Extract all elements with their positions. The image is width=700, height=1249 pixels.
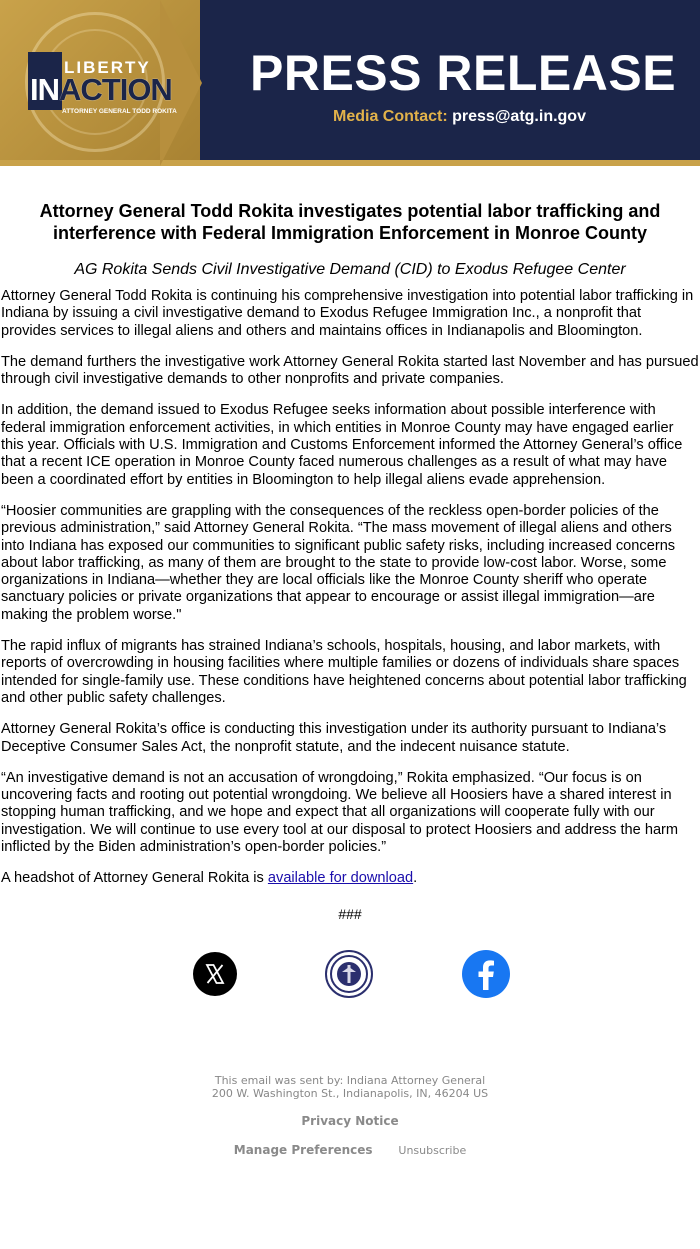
headshot-paragraph: A headshot of Attorney General Rokita is available for download. (1, 870, 418, 887)
paragraph: Attorney General Rokita’s office is conducting this investigation under its authority pursuant to Indiana’s Deceptive Consumer Sales Act, the nonprofit statute, and the indecent nuisance statute. (1, 721, 667, 755)
sent-by-text: This email was sent by: Indiana Attorney General 200 W. Washington St., Indianapolis, IN, 46204 US (211, 1073, 489, 1100)
privacy-notice-link[interactable]: Privacy Notice (301, 1113, 399, 1128)
logo-liberty-text: LIBERTY (64, 58, 151, 77)
press-release-banner (0, 0, 700, 166)
paragraph: The demand furthers the investigative work Attorney General Rokita started last November and has pursued through civil investigative demands to other nonprofits and private companies. (1, 353, 699, 388)
paragraph: The rapid influx of migrants has strained Indiana’s schools, hospitals, housing, and labor markets, with reports of overcrowding in housing facilities where multiple families or dozens of individuals share spaces intended for single-family use. These conditions have heightened concerns about potential labor trafficking and other public safety challenges. (1, 638, 687, 706)
facebook-icon[interactable] (462, 950, 510, 998)
media-contact (333, 108, 586, 126)
end-separator: ### (338, 905, 362, 922)
media-contact-email: press@atg.in.gov (452, 108, 586, 125)
social-links (0, 922, 700, 1012)
media-contact-label: Media Contact: (333, 108, 448, 125)
paragraph: “Hoosier communities are grappling with the consequences of the reckless open-border policies of the previous administration,” said Attorney General Rokita. “The mass movement of illegal aliens and others into Indiana has exposed our communities to significant public safety risks, including increased concerns about labor trafficking, as many of them are brought to the state to provide low-cost labor. Worse, some organizations in Indiana—whether they are local officials like the Monroe County sheriff who operate sanctuary policies or private organizations that appear to encourage or assist illegal immigration—are making the problem worse." (1, 502, 676, 623)
subheadline: AG Rokita Sends Civil Investigative Demand (CID) to Exodus Refugee Center (74, 261, 626, 278)
press-release-title: PRESS RELEASE (250, 45, 677, 101)
paragraph: “An investigative demand is not an accusation of wrongdoing,” Rokita emphasized. “Our focus is on uncovering facts and rooting out potential wrongdoing. We believe all Hoosiers have a shared interest in stopping human trafficking, and we hope and expect that all organizations will cooperate fully with our investigation. We will continue to use every tool at our disposal to protect Hoosiers and address the harm inflicted by the Biden administration’s open-border policies.” (1, 769, 679, 856)
unsubscribe-link[interactable]: Unsubscribe (398, 1143, 467, 1157)
indiana-ag-seal-icon[interactable] (325, 950, 373, 998)
article-body (0, 288, 700, 888)
headline: Attorney General Todd Rokita investigates potential labor trafficking and interference with Federal Immigration Enforcement in Monroe County (39, 201, 661, 243)
x-icon[interactable] (193, 952, 237, 996)
footer-links (0, 1143, 700, 1157)
logo-ag-subtitle: ATTORNEY GENERAL TODD ROKITA (62, 108, 177, 115)
banner-gold-stripe (0, 160, 700, 166)
paragraph: Attorney General Todd Rokita is continuing his comprehensive investigation into potential labor trafficking in Indiana by issuing a civil investigative demand to Exodus Refugee Immigration Inc., a nonprofit that provides services to illegal aliens and others and maintains offices in Indianapolis and Bloomington. (1, 288, 694, 339)
manage-preferences-link[interactable]: Manage Preferences (233, 1142, 373, 1157)
email-footer (0, 1074, 700, 1157)
paragraph: In addition, the demand issued to Exodus Refugee seeks information about possible interference with federal immigration enforcement activities, in which entities in Monroe County may have engaged earlier this year. Officials with U.S. Immigration and Customs Enforcement informed the Attorney General’s office that a recent ICE operation in Monroe County faced numerous challenges as a result of what may have been a coordinated effort by entities in Bloomington to help illegal aliens evade apprehension. (1, 402, 683, 488)
logo-inaction-text: INACTION (30, 72, 172, 107)
headshot-download-link[interactable]: available for download (267, 870, 414, 887)
